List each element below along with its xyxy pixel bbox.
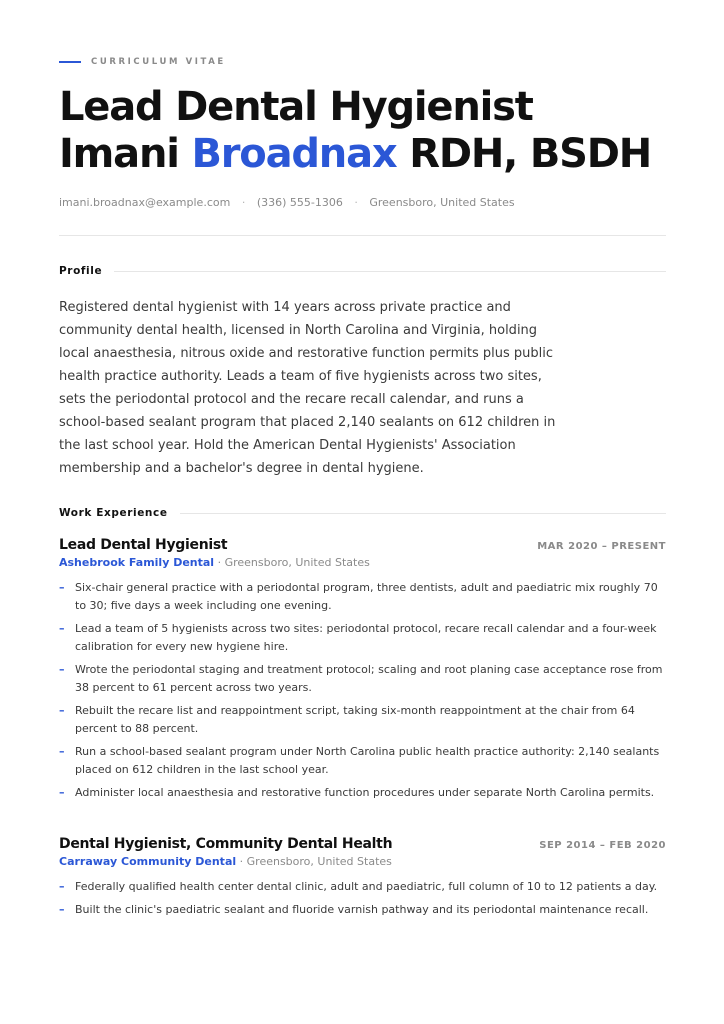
experience-heading: Work Experience xyxy=(59,507,168,519)
job-bullet: – Federally qualified health center dental clinic, adult and paediatric, full column of 10 to 12 patients a day. xyxy=(59,878,666,896)
job-organization xyxy=(59,855,666,868)
credentials: RDH, BSDH xyxy=(409,131,651,177)
eyebrow-rule xyxy=(59,61,81,63)
contact-separator: · xyxy=(241,196,246,209)
job-bullets xyxy=(59,579,666,802)
header-divider xyxy=(59,235,666,236)
contact-location: Greensboro, United States xyxy=(369,196,515,209)
job-bullet: – Six-chair general practice with a periodontal program, three dentists, adult and paediatric mix roughly 70 to 30; five days a week including one evening. xyxy=(59,581,658,612)
eyebrow-label: CURRICULUM VITAE xyxy=(91,57,226,67)
job-organization xyxy=(59,556,666,569)
name-last: Broadnax xyxy=(191,131,397,177)
contact-separator: · xyxy=(354,196,358,209)
job-title: Lead Dental Hygienist xyxy=(59,537,228,553)
job-location: · Greensboro, United States xyxy=(217,556,370,569)
experience-section-header xyxy=(59,507,666,519)
bullet-dash: – xyxy=(59,581,65,594)
job-bullet: – Lead a team of 5 hygienists across two sites: periodontal protocol, recare recall calendar and a four-week calibration for every new hygiene hire. xyxy=(59,622,657,653)
bullet-dash: – xyxy=(59,880,65,893)
section-rule xyxy=(114,271,666,272)
bullet-dash: – xyxy=(59,663,65,676)
bullet-dash: – xyxy=(59,745,65,758)
contact-line xyxy=(59,196,515,209)
job-bullet: – Built the clinic's paediatric sealant and fluoride varnish pathway and its periodontal maintenance recall. xyxy=(59,901,666,919)
job-dates: SEP 2014 – FEB 2020 xyxy=(539,840,666,851)
job-location: · Greensboro, United States xyxy=(239,855,392,868)
job-company: Ashebrook Family Dental xyxy=(59,556,215,569)
job-bullet: – Run a school-based sealant program under North Carolina public health practice authority: 2,140 sealants placed on 612 children in the last school year. xyxy=(59,745,660,776)
bullet-dash: – xyxy=(59,786,65,799)
job-bullet: – Rebuilt the recare list and reappointment script, taking six-month reappointment at the chair from 64 percent to 88 percent. xyxy=(59,704,635,735)
section-rule xyxy=(180,513,666,514)
bullet-dash: – xyxy=(59,903,65,916)
profile-text: Registered dental hygienist with 14 years across private practice and community dental health, licensed in North Carolina and Virginia, holding local anaesthesia, nitrous oxide and restorative function permits plus public health practice authority. Leads a team of five hygienists across two sites, sets the periodontal protocol and the recare recall calendar, and runs a school-based sealant program that placed 2,140 sealants on 612 children in the last school year. Hold the American Dental Hygienists' Association membership and a bachelor's degree in dental hygiene. xyxy=(59,300,556,476)
name-first: Imani xyxy=(59,131,179,177)
job-company: Carraway Community Dental xyxy=(59,855,237,868)
contact-phone[interactable]: (336) 555-1306 xyxy=(256,196,343,209)
job-entry xyxy=(59,537,666,807)
page-title xyxy=(59,84,651,178)
job-bullets xyxy=(59,878,666,919)
job-title: Dental Hygienist, Community Dental Health xyxy=(59,836,393,852)
job-bullet: – Administer local anaesthesia and restorative function procedures under separate North Carolina permits. xyxy=(59,784,666,802)
job-entry xyxy=(59,836,666,924)
contact-email[interactable]: imani.broadnax@example.com xyxy=(59,196,231,209)
bullet-dash: – xyxy=(59,622,65,635)
eyebrow xyxy=(59,57,226,67)
title-role: Lead Dental Hygienist xyxy=(59,84,533,130)
profile-heading: Profile xyxy=(59,265,103,277)
job-dates: MAR 2020 – PRESENT xyxy=(537,541,666,552)
profile-section-header xyxy=(59,265,666,277)
bullet-dash: – xyxy=(59,704,65,717)
job-bullet: – Wrote the periodontal staging and treatment protocol; scaling and root planing case acceptance rose from 38 percent to 61 percent across two years. xyxy=(59,663,663,694)
